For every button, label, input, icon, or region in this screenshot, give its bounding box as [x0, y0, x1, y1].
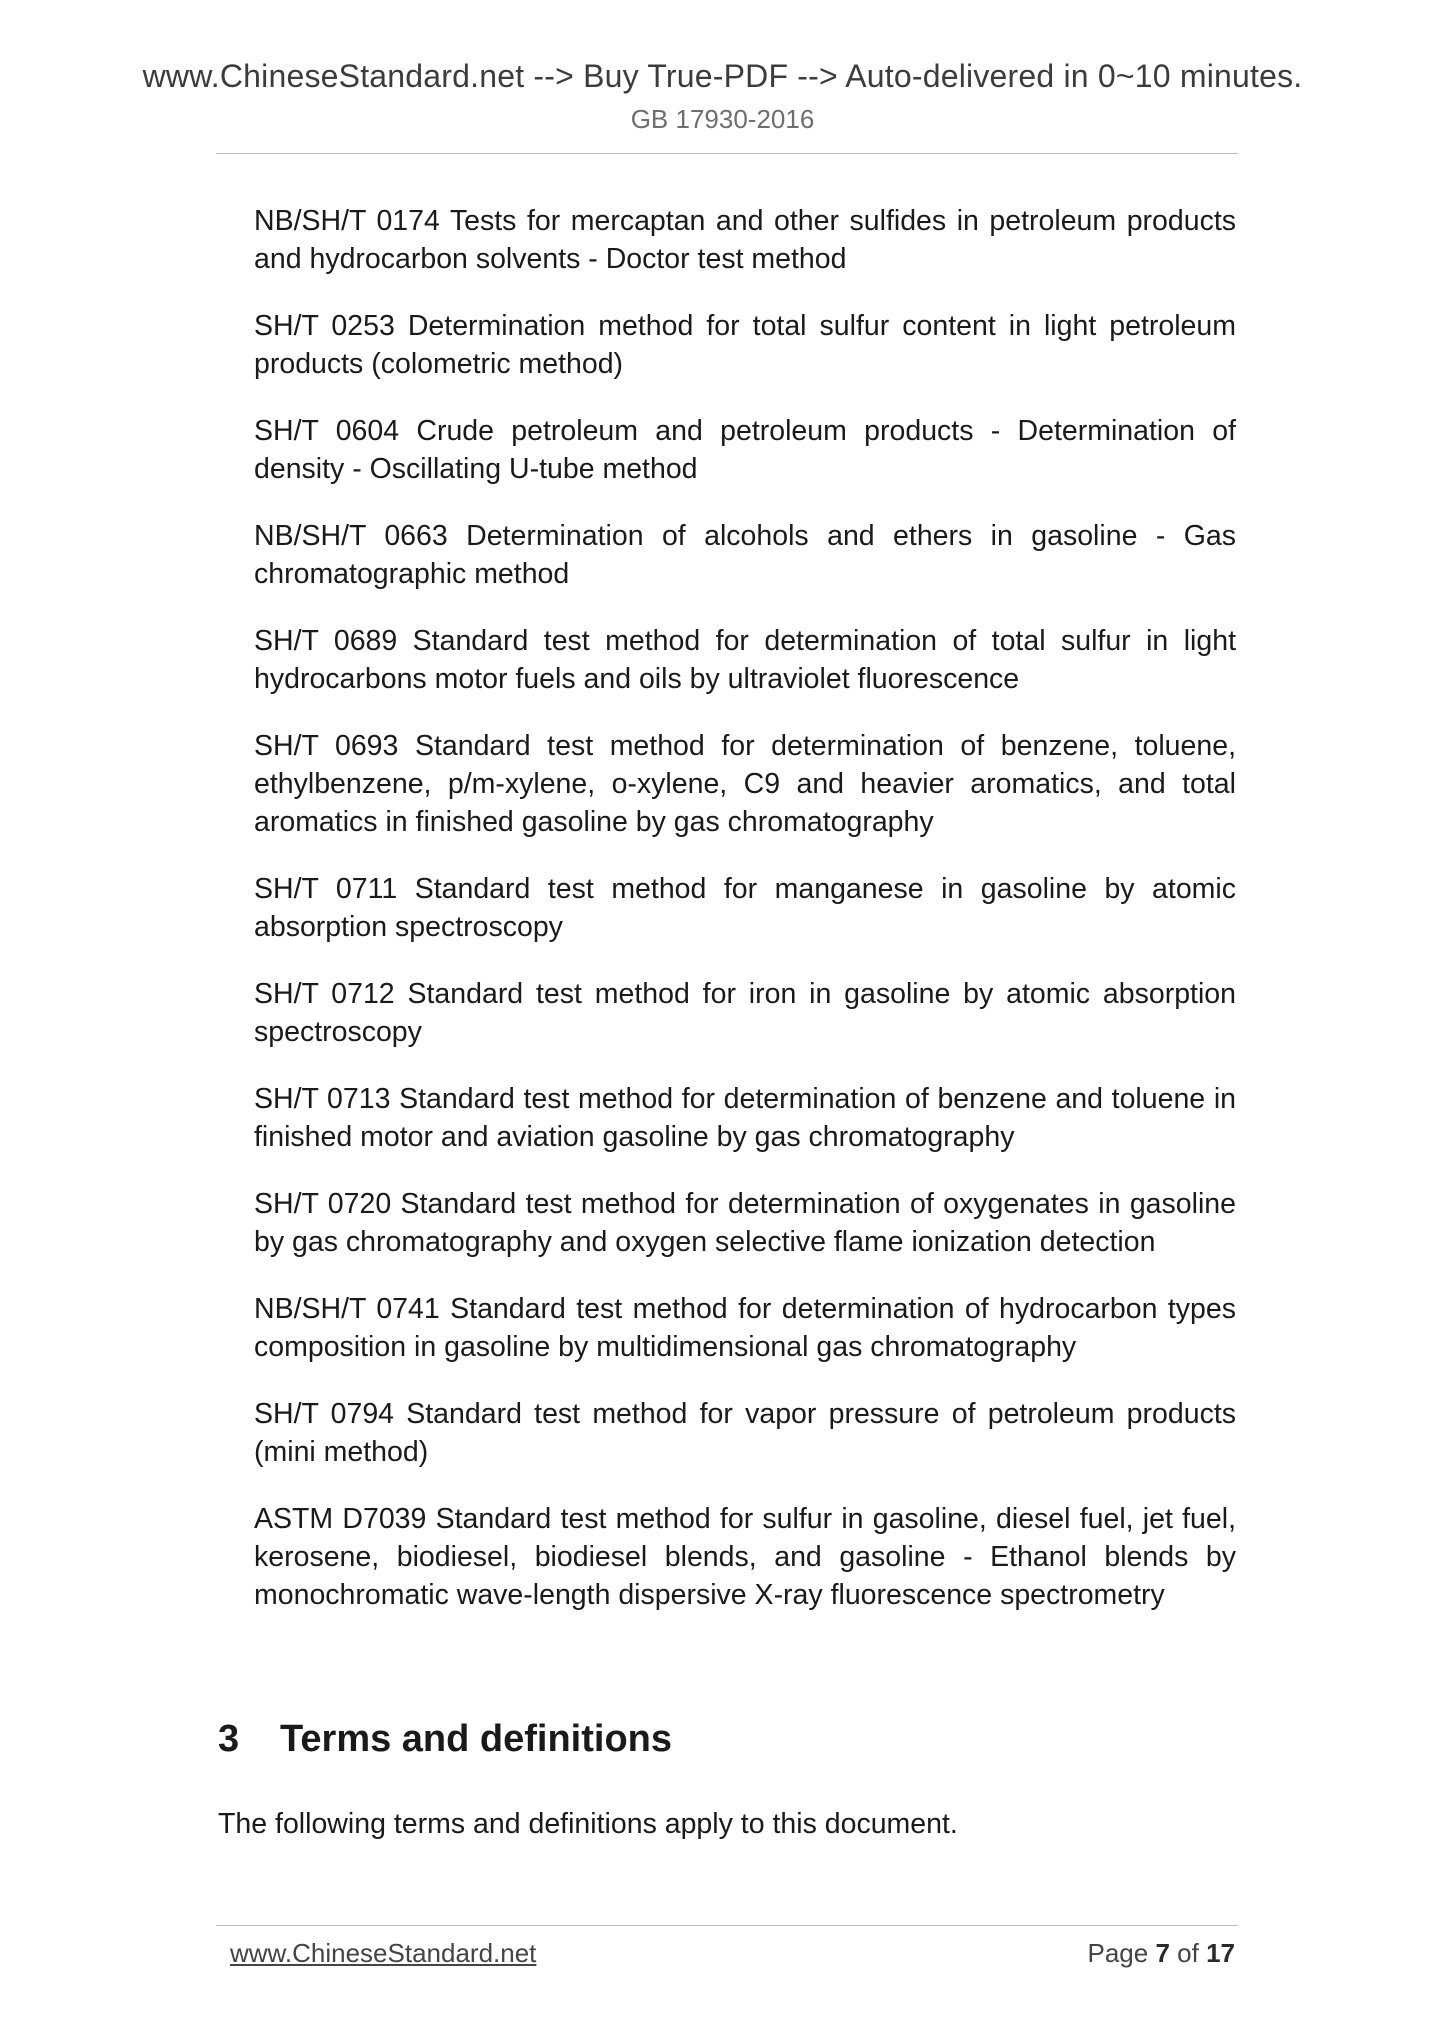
normative-references-list: [254, 202, 1236, 1643]
footer-divider: [216, 1925, 1238, 1926]
header-divider: [216, 153, 1238, 154]
reference-item: SH/T 0604 Crude petroleum and petroleum products - Determination of density - Oscillating U-tube method: [254, 415, 1236, 485]
reference-item: NB/SH/T 0663 Determination of alcohols and ethers in gasoline - Gas chromatographic method: [254, 520, 1236, 590]
reference-item: SH/T 0794 Standard test method for vapor pressure of petroleum products (mini method): [254, 1398, 1236, 1468]
reference-item: SH/T 0720 Standard test method for determination of oxygenates in gasoline by gas chromatography and oxygen selective flame ionization detection: [254, 1188, 1236, 1258]
reference-item: SH/T 0693 Standard test method for determination of benzene, toluene, ethylbenzene, p/m-xylene, o-xylene, C9 and heavier aromatics, and total aromatics in finished gasoline by gas chromatography: [254, 730, 1236, 838]
page-total: 17: [1206, 1938, 1235, 1968]
document-code: GB 17930-2016: [630, 104, 815, 134]
reference-item: SH/T 0711 Standard test method for manganese in gasoline by atomic absorption spectroscopy: [254, 873, 1236, 943]
footer-website-link[interactable]: www.ChineseStandard.net: [230, 1938, 537, 1968]
section-heading: [218, 1718, 672, 1761]
section-number: 3: [218, 1718, 240, 1760]
reference-item: NB/SH/T 0174 Tests for mercaptan and other sulfides in petroleum products and hydrocarbon solvents - Doctor test method: [254, 205, 1236, 275]
page-of: of: [1177, 1938, 1199, 1968]
header-banner: www.ChineseStandard.net --> Buy True-PDF --> Auto-delivered in 0~10 minutes.: [142, 58, 1303, 94]
reference-item: SH/T 0689 Standard test method for determination of total sulfur in light hydrocarbons motor fuels and oils by ultraviolet fluorescence: [254, 625, 1236, 695]
section-body-text: The following terms and definitions apply to this document.: [218, 1808, 958, 1840]
page-prefix: Page: [1087, 1938, 1149, 1968]
reference-item: SH/T 0713 Standard test method for determination of benzene and toluene in finished motor and aviation gasoline by gas chromatography: [254, 1083, 1236, 1153]
reference-item: SH/T 0253 Determination method for total sulfur content in light petroleum products (colometric method): [254, 310, 1236, 380]
reference-item: ASTM D7039 Standard test method for sulfur in gasoline, diesel fuel, jet fuel, kerosene, biodiesel, biodiesel blends, and gasoline - Ethanol blends by monochromatic wave-length dispersive X-ray fluorescence spectrometry: [254, 1503, 1236, 1611]
page-number: [1087, 1938, 1235, 1969]
page-current: 7: [1155, 1938, 1170, 1968]
reference-item: SH/T 0712 Standard test method for iron in gasoline by atomic absorption spectroscopy: [254, 978, 1236, 1048]
section-title: Terms and definitions: [280, 1718, 673, 1760]
reference-item: NB/SH/T 0741 Standard test method for determination of hydrocarbon types composition in gasoline by multidimensional gas chromatography: [254, 1293, 1236, 1363]
